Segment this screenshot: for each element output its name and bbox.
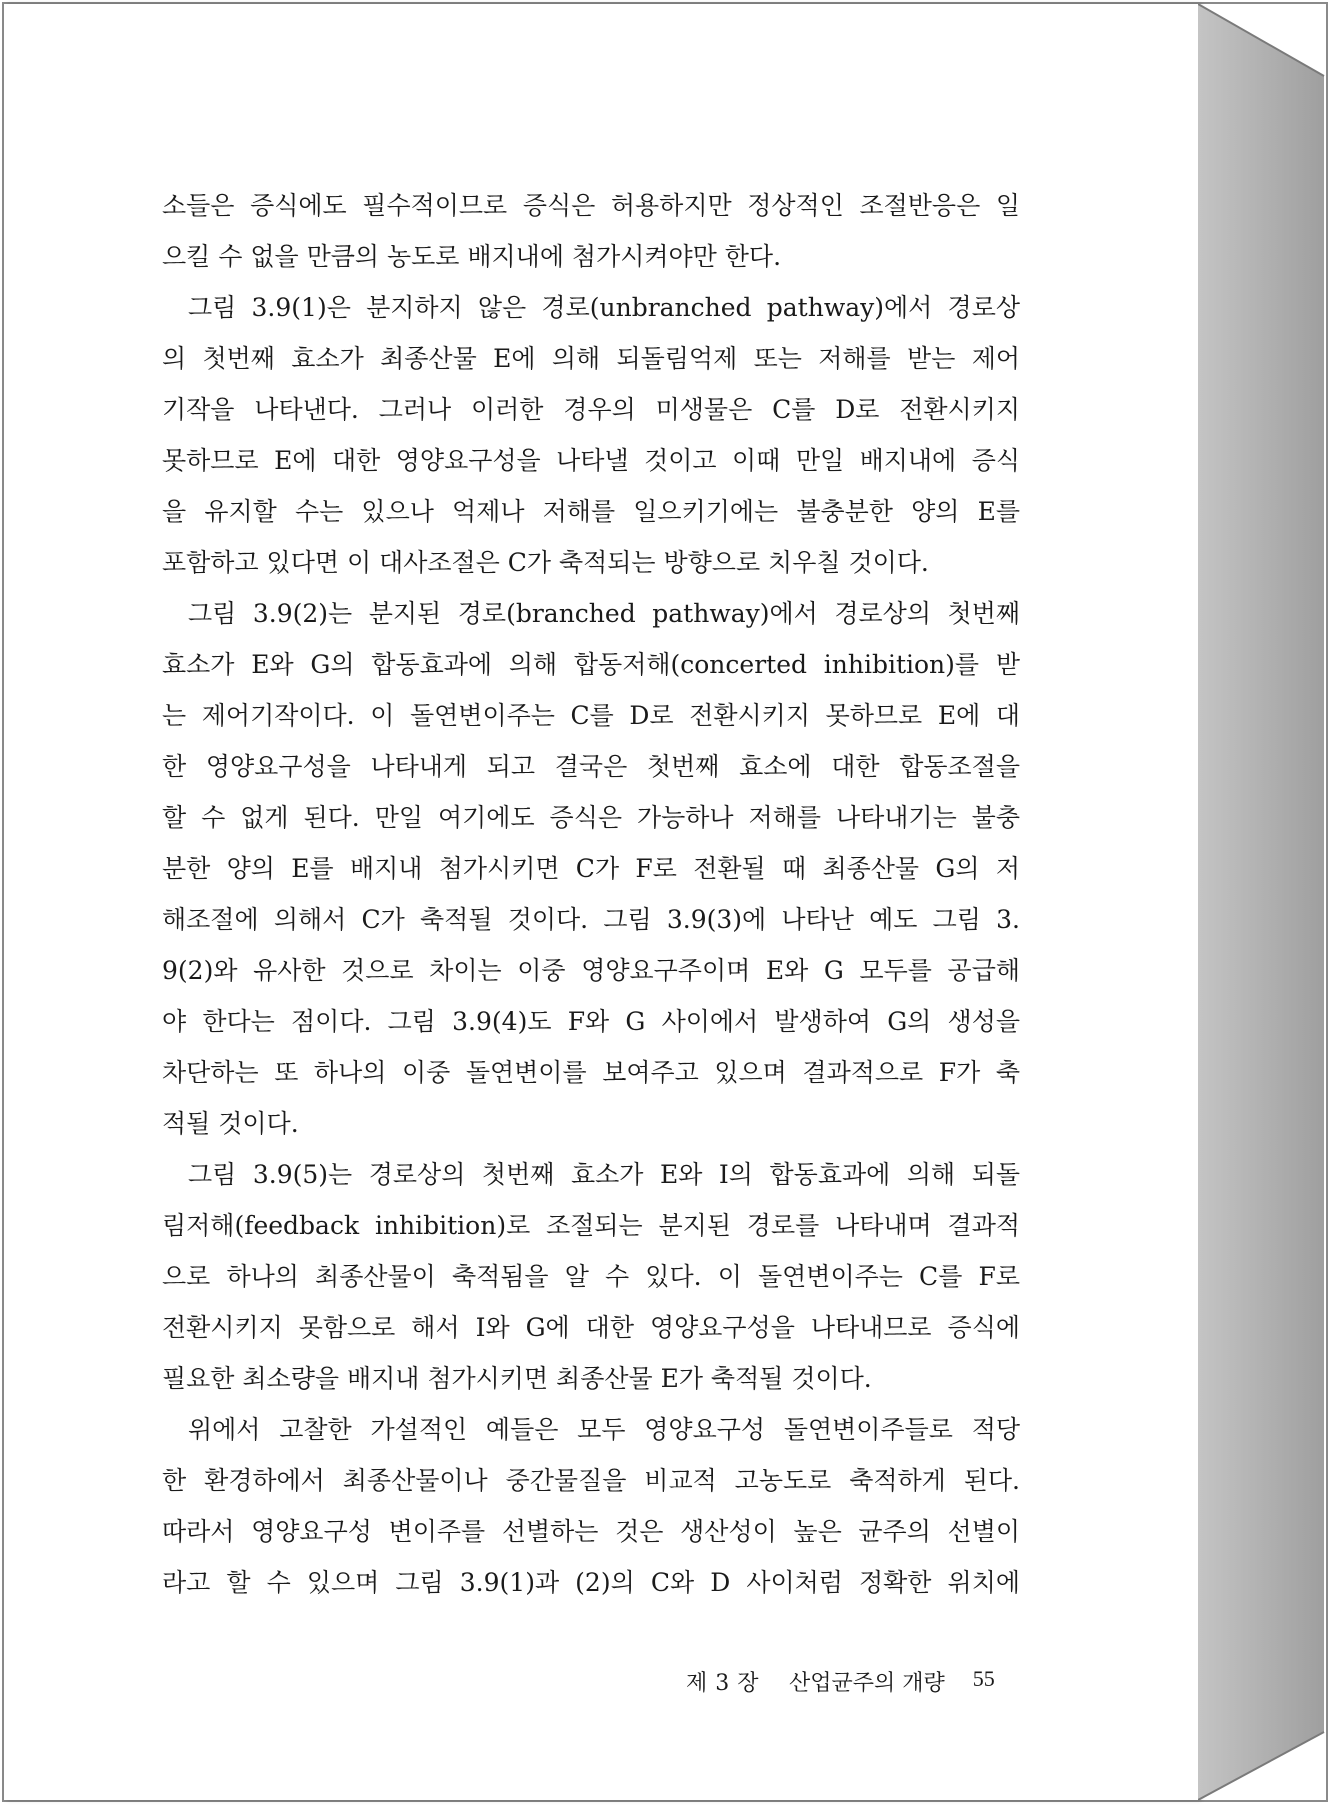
text-line: 분한 양의 E를 배지내 첨가시키면 C가 F로 전환될 때 최종산물 G의 저 [162,854,1020,883]
text-line: 을 유지할 수는 있으나 억제나 저해를 일으키기에는 불충분한 양의 E를 [162,497,1020,526]
text-line: 따라서 영양요구성 변이주를 선별하는 것은 생산성이 높은 균주의 선별이 [162,1517,1020,1546]
text-line: 해조절에 의해서 C가 축적될 것이다. 그림 3.9(3)에 나타난 예도 그림 3. [162,905,1020,934]
running-footer [686,1666,1016,1697]
page-stack-edge [1198,4,1328,1802]
text-line: 한 환경하에서 최종산물이나 중간물질을 비교적 고농도로 축적하게 된다. [162,1466,1020,1495]
text-line: 효소가 E와 G의 합동효과에 의해 합동저해(concerted inhibition)를 받 [162,650,1020,679]
text-line: 필요한 최소량을 배지내 첨가시키면 최종산물 E가 축적될 것이다. [162,1364,872,1393]
edge-face [1198,4,1324,1800]
text-line: 차단하는 또 하나의 이중 돌연변이를 보여주고 있으며 결과적으로 F가 축 [162,1058,1020,1087]
text-line: 소들은 증식에도 필수적이므로 증식은 허용하지만 정상적인 조절반응은 일 [162,191,1020,220]
text-line: 그림 3.9(5)는 경로상의 첫번째 효소가 E와 I의 합동효과에 의해 되돌 [188,1160,1020,1189]
text-line: 포함하고 있다면 이 대사조절은 C가 축적되는 방향으로 치우칠 것이다. [162,548,929,577]
text-line: 으킬 수 없을 만큼의 농도로 배지내에 첨가시켜야만 한다. [162,242,782,271]
text-line: 한 영양요구성을 나타내게 되고 결국은 첫번째 효소에 대한 합동조절을 [162,752,1020,781]
footer-chapter: 제 3 장 [686,1671,759,1696]
book-page [4,4,1198,1800]
text-line: 9(2)와 유사한 것으로 차이는 이중 영양요구주이며 E와 G 모두를 공급해 [162,956,1020,985]
text-line: 할 수 없게 된다. 만일 여기에도 증식은 가능하나 저해를 나타내기는 불충 [162,803,1020,832]
text-line: 적될 것이다. [162,1109,299,1138]
text-line: 그림 3.9(1)은 분지하지 않은 경로(unbranched pathway)에서 경로상 [188,293,1020,322]
text-line: 못하므로 E에 대한 영양요구성을 나타낼 것이고 이때 만일 배지내에 증식 [162,446,1020,475]
text-line: 림저해(feedback inhibition)로 조절되는 분지된 경로를 나타내며 결과적 [162,1211,1020,1240]
text-line: 위에서 고찰한 가설적인 예들은 모두 영양요구성 돌연변이주들로 적당 [188,1415,1020,1444]
text-line: 전환시키지 못함으로 해서 I와 G에 대한 영양요구성을 나타내므로 증식에 [162,1313,1020,1342]
text-line: 야 한다는 점이다. 그림 3.9(4)도 F와 G 사이에서 발생하여 G의 생성을 [162,1007,1020,1036]
text-line: 라고 할 수 있으며 그림 3.9(1)과 (2)의 C와 D 사이처럼 정확한 위치에 [162,1568,1020,1597]
page-edge-graphic [1198,4,1328,1802]
text-line: 기작을 나타낸다. 그러나 이러한 경우의 미생물은 C를 D로 전환시키지 [162,395,1020,424]
text-line: 으로 하나의 최종산물이 축적됨을 알 수 있다. 이 돌연변이주는 C를 F로 [162,1262,1020,1291]
text-line: 는 제어기작이다. 이 돌연변이주는 C를 D로 전환시키지 못하므로 E에 대 [162,701,1020,730]
footer-chapter-title: 산업균주의 개량 [789,1671,945,1696]
page-number: 55 [972,1666,995,1691]
text-line: 의 첫번째 효소가 최종산물 E에 의해 되돌림억제 또는 저해를 받는 제어 [162,344,1020,373]
text-line: 그림 3.9(2)는 분지된 경로(branched pathway)에서 경로상의 첫번째 [188,599,1020,628]
body-text [162,180,1020,1608]
